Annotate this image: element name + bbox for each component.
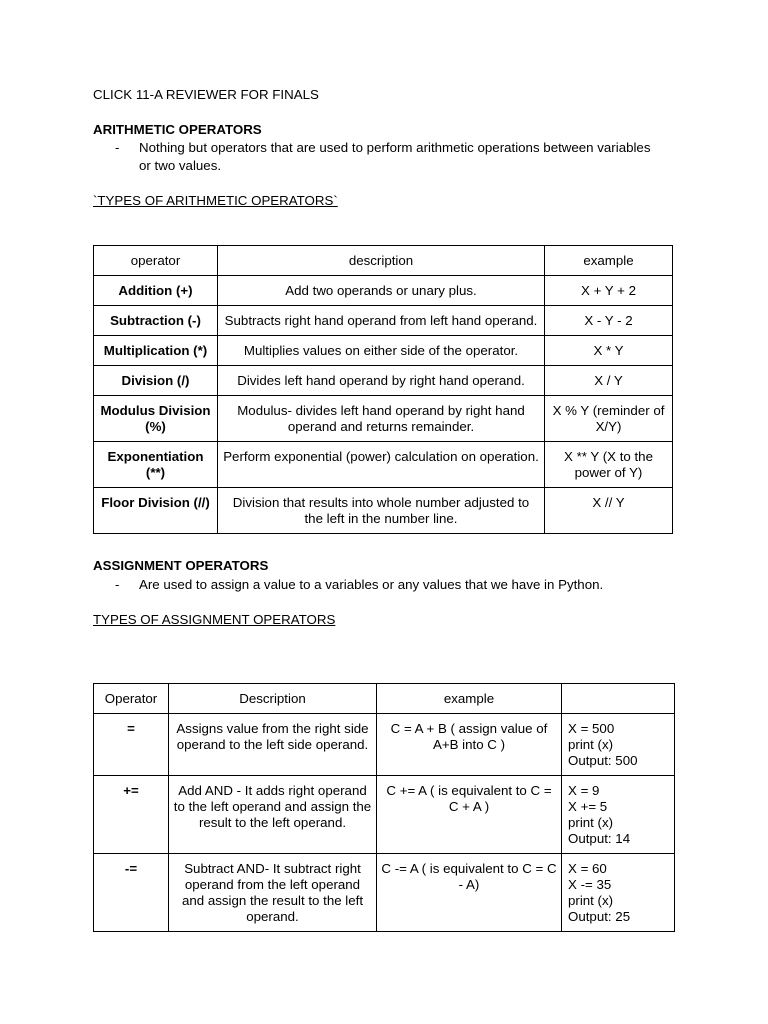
table-row — [94, 714, 675, 776]
arithmetic-types-title: `TYPES OF ARITHMETIC OPERATORS` — [93, 193, 338, 208]
code-example-cell — [562, 854, 675, 932]
description-cell: Add AND - It adds right operand to the left operand and assign the result to the left operand. — [169, 776, 377, 854]
table-header-row — [94, 684, 675, 714]
arithmetic-operators-table — [93, 245, 673, 534]
code-line: X = 60 — [568, 861, 607, 876]
bullet-dash: - — [115, 140, 120, 155]
arithmetic-bullet — [115, 139, 655, 175]
table-row — [94, 336, 673, 366]
header-cell — [562, 684, 675, 714]
example-cell: C += A ( is equivalent to C = C + A ) — [377, 776, 562, 854]
assignment-operators-table — [93, 683, 675, 932]
table-header-row — [94, 246, 673, 276]
arithmetic-heading: ARITHMETIC OPERATORS — [93, 122, 262, 137]
assignment-bullet-text: Are used to assign a value to a variables or any values that we have in Python. — [139, 577, 604, 592]
table-row — [94, 276, 673, 306]
table-row — [94, 854, 675, 932]
operator-cell: Floor Division (//) — [94, 488, 218, 534]
table-row — [94, 776, 675, 854]
code-example-cell — [562, 714, 675, 776]
bullet-dash: - — [115, 577, 120, 592]
header-cell: example — [545, 246, 673, 276]
example-cell: X - Y - 2 — [545, 306, 673, 336]
operator-cell: Subtraction (-) — [94, 306, 218, 336]
description-cell: Subtract AND- It subtract right operand from the left operand and assign the result to the left operand. — [169, 854, 377, 932]
assignment-heading: ASSIGNMENT OPERATORS — [93, 558, 269, 573]
operator-cell: -= — [94, 854, 169, 932]
example-cell: X / Y — [545, 366, 673, 396]
header-cell: example — [377, 684, 562, 714]
table-row — [94, 366, 673, 396]
description-cell: Subtracts right hand operand from left hand operand. — [218, 306, 545, 336]
table-row — [94, 442, 673, 488]
operator-cell: Exponentiation (**) — [94, 442, 218, 488]
example-cell: X * Y — [545, 336, 673, 366]
description-cell: Perform exponential (power) calculation on operation. — [218, 442, 545, 488]
description-cell: Add two operands or unary plus. — [218, 276, 545, 306]
code-line: X = 500 — [568, 721, 615, 736]
assignment-types-title: TYPES OF ASSIGNMENT OPERATORS — [93, 612, 336, 627]
example-cell: X + Y + 2 — [545, 276, 673, 306]
example-cell: X % Y (reminder of X/Y) — [545, 396, 673, 442]
code-line: Output: 25 — [568, 909, 631, 924]
code-line: Output: 500 — [568, 753, 638, 768]
description-cell: Division that results into whole number adjusted to the left in the number line. — [218, 488, 545, 534]
code-line: print (x) — [568, 815, 614, 830]
operator-cell: = — [94, 714, 169, 776]
operator-cell: Division (/) — [94, 366, 218, 396]
example-cell: X // Y — [545, 488, 673, 534]
code-line: X -= 35 — [568, 877, 612, 892]
example-cell: C -= A ( is equivalent to C = C - A) — [377, 854, 562, 932]
example-cell: X ** Y (X to the power of Y) — [545, 442, 673, 488]
code-line: X = 9 — [568, 783, 600, 798]
code-line: X += 5 — [568, 799, 608, 814]
header-cell: Description — [169, 684, 377, 714]
code-example-cell — [562, 776, 675, 854]
document-title: CLICK 11-A REVIEWER FOR FINALS — [93, 87, 319, 102]
description-cell: Modulus- divides left hand operand by right hand operand and returns remainder. — [218, 396, 545, 442]
code-line: Output: 14 — [568, 831, 631, 846]
table-row — [94, 306, 673, 336]
table-row — [94, 396, 673, 442]
operator-cell: += — [94, 776, 169, 854]
arithmetic-bullet-text: Nothing but operators that are used to perform arithmetic operations between variables or two values. — [139, 140, 651, 173]
description-cell: Divides left hand operand by right hand operand. — [218, 366, 545, 396]
operator-cell: Modulus Division (%) — [94, 396, 218, 442]
example-cell: C = A + B ( assign value of A+B into C ) — [377, 714, 562, 776]
header-cell: description — [218, 246, 545, 276]
code-line: print (x) — [568, 893, 614, 908]
header-cell: operator — [94, 246, 218, 276]
description-cell: Multiplies values on either side of the operator. — [218, 336, 545, 366]
header-cell: Operator — [94, 684, 169, 714]
table-row — [94, 488, 673, 534]
code-line: print (x) — [568, 737, 614, 752]
assignment-bullet — [115, 576, 655, 594]
description-cell: Assigns value from the right side operand to the left side operand. — [169, 714, 377, 776]
operator-cell: Multiplication (*) — [94, 336, 218, 366]
operator-cell: Addition (+) — [94, 276, 218, 306]
